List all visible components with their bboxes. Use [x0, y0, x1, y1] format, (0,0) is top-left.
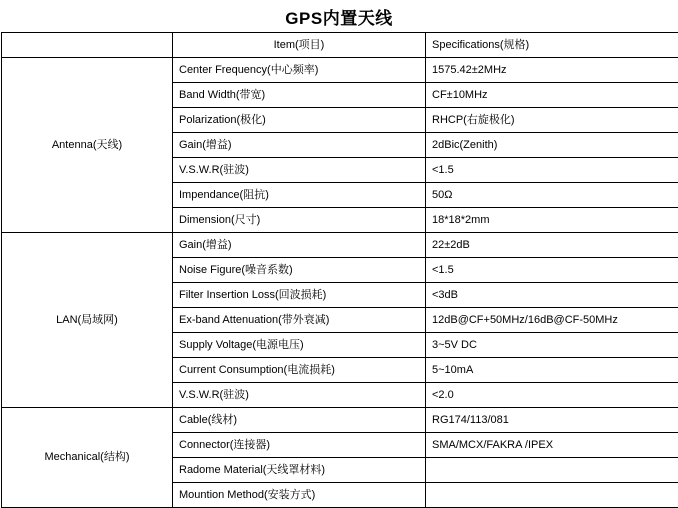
- spec-cell: 18*18*2mm: [426, 208, 678, 233]
- item-cell: Ex-band Attenuation(带外衰减): [173, 308, 426, 333]
- item-cell: Dimension(尺寸): [173, 208, 426, 233]
- document-title-bar: [0, 0, 678, 32]
- item-cell: Polarization(极化): [173, 108, 426, 133]
- table-row: [2, 233, 678, 258]
- spec-cell: CF±10MHz: [426, 83, 678, 108]
- spec-cell: 3~5V DC: [426, 333, 678, 358]
- spec-cell: [426, 458, 678, 483]
- item-cell: Mountion Method(安装方式): [173, 483, 426, 508]
- spec-cell: <3dB: [426, 283, 678, 308]
- header-spec-cell: Specifications(规格): [426, 33, 678, 58]
- item-cell: Gain(增益): [173, 133, 426, 158]
- item-cell: Noise Figure(噪音系数): [173, 258, 426, 283]
- item-cell: Connector(连接器): [173, 433, 426, 458]
- spec-cell: SMA/MCX/FAKRA /IPEX: [426, 433, 678, 458]
- item-cell: Impendance(阻抗): [173, 183, 426, 208]
- item-cell: Current Consumption(电流损耗): [173, 358, 426, 383]
- table-row: [2, 58, 678, 83]
- item-cell: Band Width(带宽): [173, 83, 426, 108]
- page-title: GPS内置天线: [285, 4, 392, 29]
- item-cell: Filter Insertion Loss(回波损耗): [173, 283, 426, 308]
- table-row: [2, 408, 678, 433]
- item-cell: Center Frequency(中心频率): [173, 58, 426, 83]
- spec-cell: RHCP(右旋极化): [426, 108, 678, 133]
- item-cell: Cable(线材): [173, 408, 426, 433]
- spec-cell: 22±2dB: [426, 233, 678, 258]
- group-label-antenna: Antenna(天线): [2, 58, 173, 233]
- spec-cell: <1.5: [426, 158, 678, 183]
- spec-cell: 5~10mA: [426, 358, 678, 383]
- item-cell: Supply Voltage(电源电压): [173, 333, 426, 358]
- spec-cell: <1.5: [426, 258, 678, 283]
- item-cell: Radome Material(天线罩材料): [173, 458, 426, 483]
- item-cell: V.S.W.R(驻波): [173, 158, 426, 183]
- table-header-row: [2, 33, 678, 58]
- spec-cell: 2dBic(Zenith): [426, 133, 678, 158]
- spec-cell: <2.0: [426, 383, 678, 408]
- specifications-table: [1, 32, 678, 508]
- table-body: [2, 33, 678, 508]
- item-cell: V.S.W.R(驻波): [173, 383, 426, 408]
- spec-cell: 12dB@CF+50MHz/16dB@CF-50MHz: [426, 308, 678, 333]
- header-group-cell: [2, 33, 173, 58]
- item-cell: Gain(增益): [173, 233, 426, 258]
- header-item-cell: Item(项目): [173, 33, 426, 58]
- group-label-lan: LAN(局域网): [2, 233, 173, 408]
- spec-cell: [426, 483, 678, 508]
- spec-cell: 50Ω: [426, 183, 678, 208]
- group-label-mechanical: Mechanical(结构): [2, 408, 173, 508]
- spec-cell: 1575.42±2MHz: [426, 58, 678, 83]
- spec-cell: RG174/113/081: [426, 408, 678, 433]
